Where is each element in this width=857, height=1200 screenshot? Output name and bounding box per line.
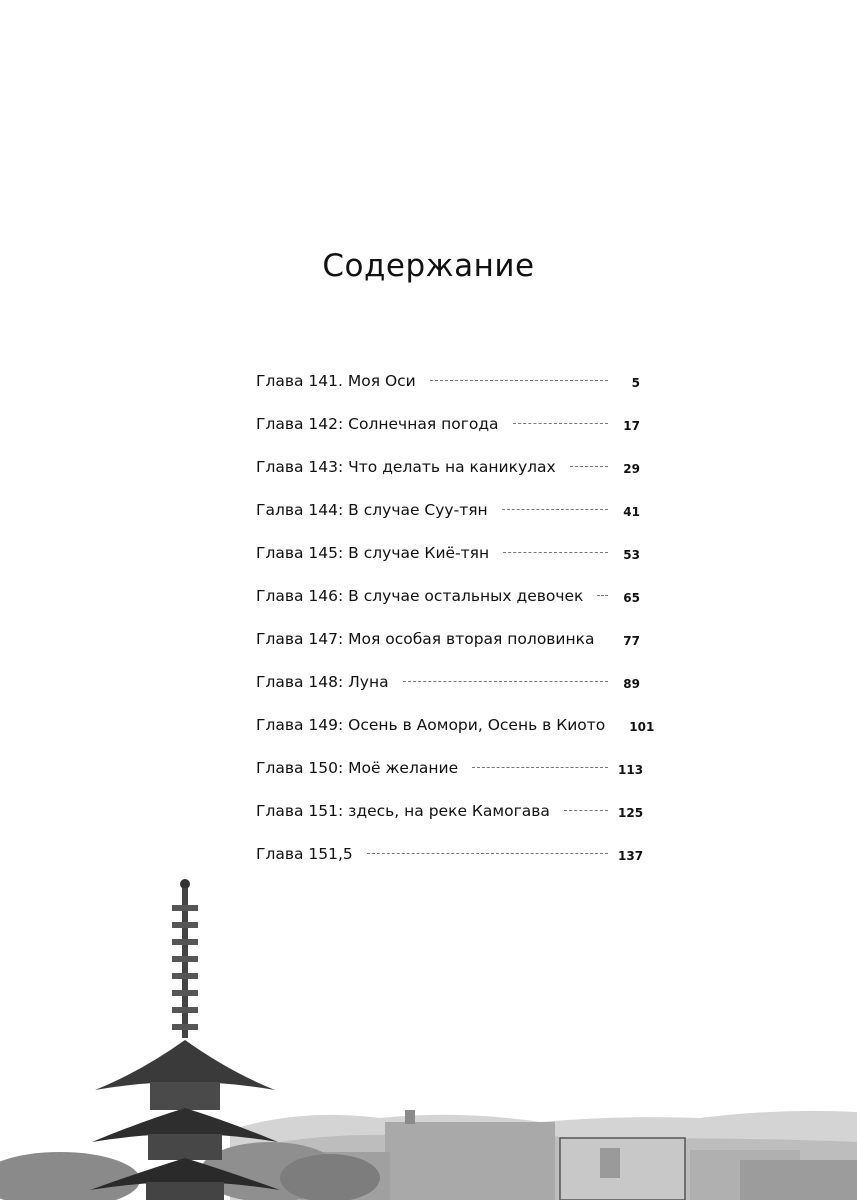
toc-entry-page: 29 <box>623 462 640 476</box>
toc-entry-page: 5 <box>631 376 640 390</box>
toc-entry[interactable] <box>256 413 640 456</box>
toc-entry[interactable] <box>256 499 640 542</box>
toc-dot-leader <box>502 509 608 510</box>
toc-entry-label: Глава 145: В случае Киё-тян <box>256 544 490 562</box>
toc-dot-leader <box>570 466 608 467</box>
toc-entry[interactable] <box>256 671 640 714</box>
toc-dot-leader <box>472 767 608 768</box>
pagoda-cityscape-illustration <box>0 860 857 1200</box>
toc-entry-label: Глава 148: Луна <box>256 673 389 691</box>
toc-entry-label: Глава 151: здесь, на реке Камогава <box>256 802 550 820</box>
toc-dot-leader <box>403 681 608 682</box>
toc-entry-label: Глава 146: В случае остальных девочек <box>256 587 584 605</box>
toc-entry-label: Глава 141. Моя Оси <box>256 372 416 390</box>
toc-entry[interactable] <box>256 714 655 757</box>
toc-dot-leader <box>564 810 608 811</box>
toc-dot-leader <box>430 380 608 381</box>
toc-dot-leader <box>367 853 608 854</box>
toc-entry[interactable] <box>256 800 644 843</box>
toc-entry-label: Галва 144: В случае Суу-тян <box>256 501 488 519</box>
toc-entry-page: 101 <box>629 720 655 734</box>
toc-entry-label: Глава 142: Солнечная погода <box>256 415 499 433</box>
toc-entry-label: Глава 150: Моё желание <box>256 759 459 777</box>
toc-entry[interactable] <box>256 456 640 499</box>
toc-entry-page: 53 <box>623 548 640 562</box>
toc-entry-page: 41 <box>623 505 640 519</box>
toc-entry[interactable] <box>256 370 640 413</box>
toc-dot-leader <box>503 552 608 553</box>
toc-entry-page: 65 <box>623 591 640 605</box>
toc-dot-leader <box>597 595 608 596</box>
page-title: Содержание <box>322 248 535 284</box>
toc-entry-label: Глава 151,5 <box>256 845 353 863</box>
toc-entry-page: 89 <box>623 677 640 691</box>
toc-entry-page: 137 <box>618 849 644 863</box>
toc-entry[interactable] <box>256 757 644 800</box>
toc-entry-page: 17 <box>623 419 640 433</box>
table-of-contents <box>256 370 655 886</box>
toc-entry-page: 113 <box>618 763 644 777</box>
toc-entry-label: Глава 143: Что делать на каникулах <box>256 458 556 476</box>
toc-dot-leader <box>513 423 608 424</box>
toc-entry[interactable] <box>256 542 640 585</box>
toc-entry[interactable] <box>256 628 640 671</box>
toc-entry-label: Глава 149: Осень в Аомори, Осень в Киото <box>256 716 606 734</box>
toc-entry-page: 125 <box>618 806 644 820</box>
toc-entry-page: 77 <box>623 634 640 648</box>
toc-entry-label: Глава 147: Моя особая вторая половинка <box>256 630 595 648</box>
toc-entry[interactable] <box>256 585 640 628</box>
